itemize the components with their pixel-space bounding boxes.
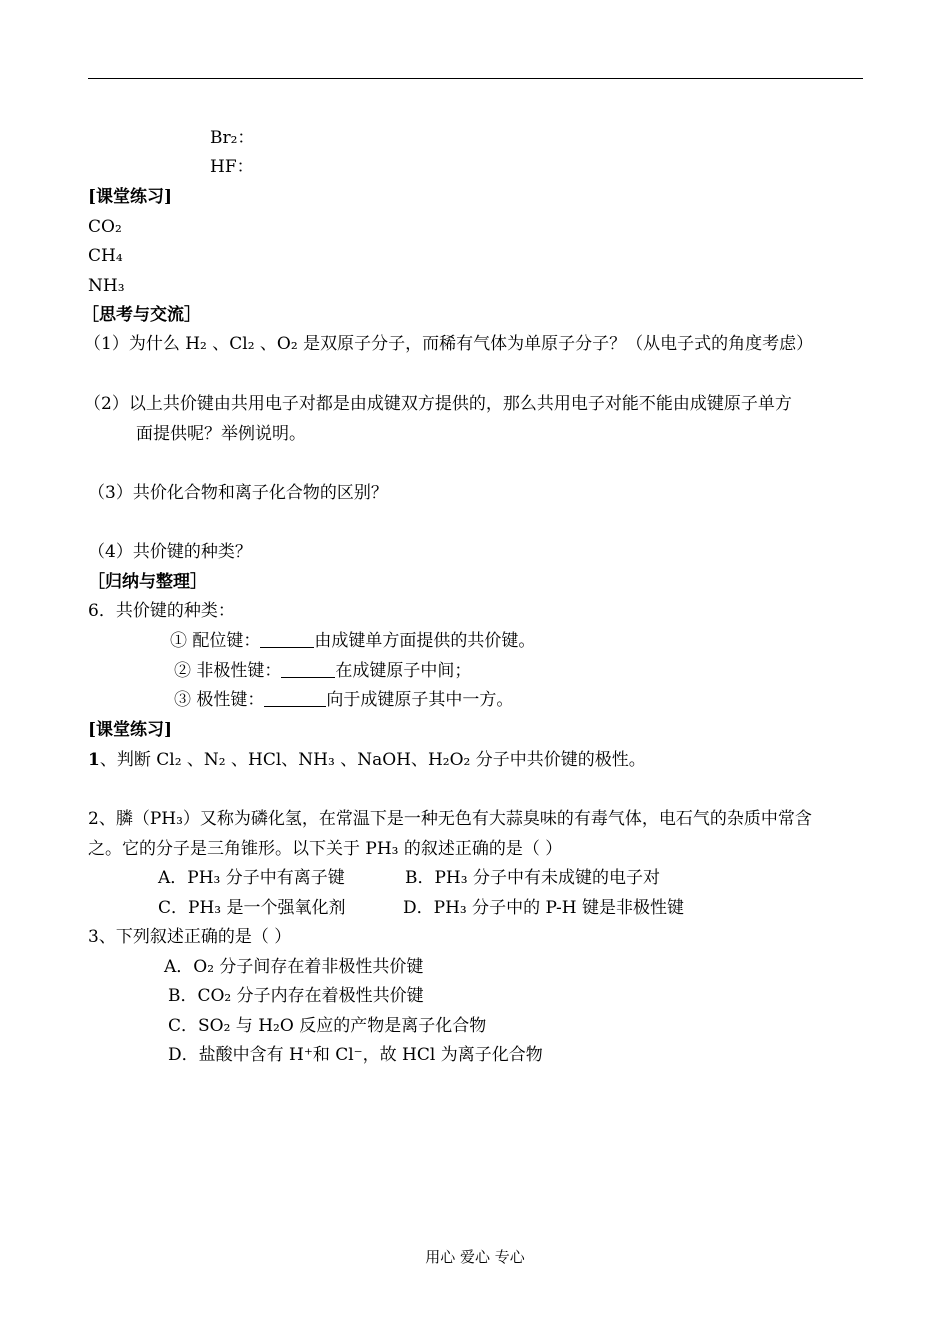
bond-kind-1-label: ① 配位键： xyxy=(170,631,261,651)
exercise-2-option-c: C．PH₃ 是一个强氧化剂 xyxy=(158,898,346,918)
bond-kind-3-label: ③ 极性键： xyxy=(174,690,265,710)
question-2-line-1: （2）以上共价键由共用电子对都是由成键双方提供的，那么共用电子对能不能由成键原子单方 xyxy=(84,394,792,414)
exercise-2-option-a: A．PH₃ 分子中有离子键 xyxy=(158,868,345,888)
exercise-1-number: 1 xyxy=(88,750,100,770)
question-4: （4）共价键的种类？ xyxy=(88,542,252,562)
exercise-2-option-b: B．PH₃ 分子中有未成键的电子对 xyxy=(405,868,660,888)
exercise-2-line-2: 之。它的分子是三角锥形。以下关于 PH₃ 的叙述正确的是（ ） xyxy=(88,839,563,859)
bond-kind-2-desc: 在成键原子中间； xyxy=(335,661,472,681)
question-2-line-2: 面提供呢？举例说明。 xyxy=(136,424,306,444)
fill-blank-1[interactable] xyxy=(260,631,314,648)
item-6: 6．共价键的种类： xyxy=(88,601,235,621)
exercise-3-option-d: D．盐酸中含有 H⁺和 Cl⁻，故 HCl 为离子化合物 xyxy=(168,1045,543,1065)
exercise-3-stem: 3、下列叙述正确的是（ ） xyxy=(88,927,292,947)
summary-heading: ［归纳与整理］ xyxy=(88,572,207,592)
exercise-3-option-a: A．O₂ 分子间存在着非极性共价键 xyxy=(164,957,424,977)
exercise-1-text: 、判断 Cl₂ 、N₂ 、HCl、NH₃ 、NaOH、H₂O₂ 分子中共价键的极性。 xyxy=(99,750,646,770)
page-footer: 用心 爱心 专心 xyxy=(425,1248,525,1266)
exercise-2-line-1: 2、膦（PH₃）又称为磷化氢，在常温下是一种无色有大蒜臭味的有毒气体，电石气的杂质中常含 xyxy=(88,809,812,829)
think-heading: ［思考与交流］ xyxy=(82,305,201,325)
bond-kind-1-desc: 由成键单方面提供的共价键。 xyxy=(314,631,536,651)
header-rule xyxy=(88,78,863,79)
bond-kind-2-label: ② 非极性键： xyxy=(174,661,282,681)
practice-heading-2: [课堂练习] xyxy=(88,720,173,740)
br2-line: Br₂： xyxy=(210,128,255,148)
nh3-line: NH₃ xyxy=(88,276,125,296)
fill-blank-3[interactable] xyxy=(264,690,326,707)
ch4-line: CH₄ xyxy=(88,246,123,266)
bond-kind-1 xyxy=(170,630,535,652)
bond-kind-2 xyxy=(174,660,471,682)
co2-line: CO₂ xyxy=(88,217,122,237)
hf-line: HF： xyxy=(210,157,254,177)
exercise-3-option-c: C．SO₂ 与 H₂O 反应的产物是离子化合物 xyxy=(168,1016,487,1036)
exercise-2-option-d: D．PH₃ 分子中的 P-H 键是非极性键 xyxy=(403,898,684,918)
exercise-1 xyxy=(88,749,646,771)
fill-blank-2[interactable] xyxy=(281,661,335,678)
question-3: （3）共价化合物和离子化合物的区别？ xyxy=(88,483,388,503)
bond-kind-3 xyxy=(174,689,513,711)
bond-kind-3-desc: 向于成键原子其中一方。 xyxy=(326,690,514,710)
exercise-3-option-b: B．CO₂ 分子内存在着极性共价键 xyxy=(168,986,424,1006)
question-1: （1）为什么 H₂ 、Cl₂ 、O₂ 是双原子分子，而稀有气体为单原子分子？（从电子式的角度考虑） xyxy=(84,334,814,354)
practice-heading-1: [课堂练习] xyxy=(88,187,173,207)
